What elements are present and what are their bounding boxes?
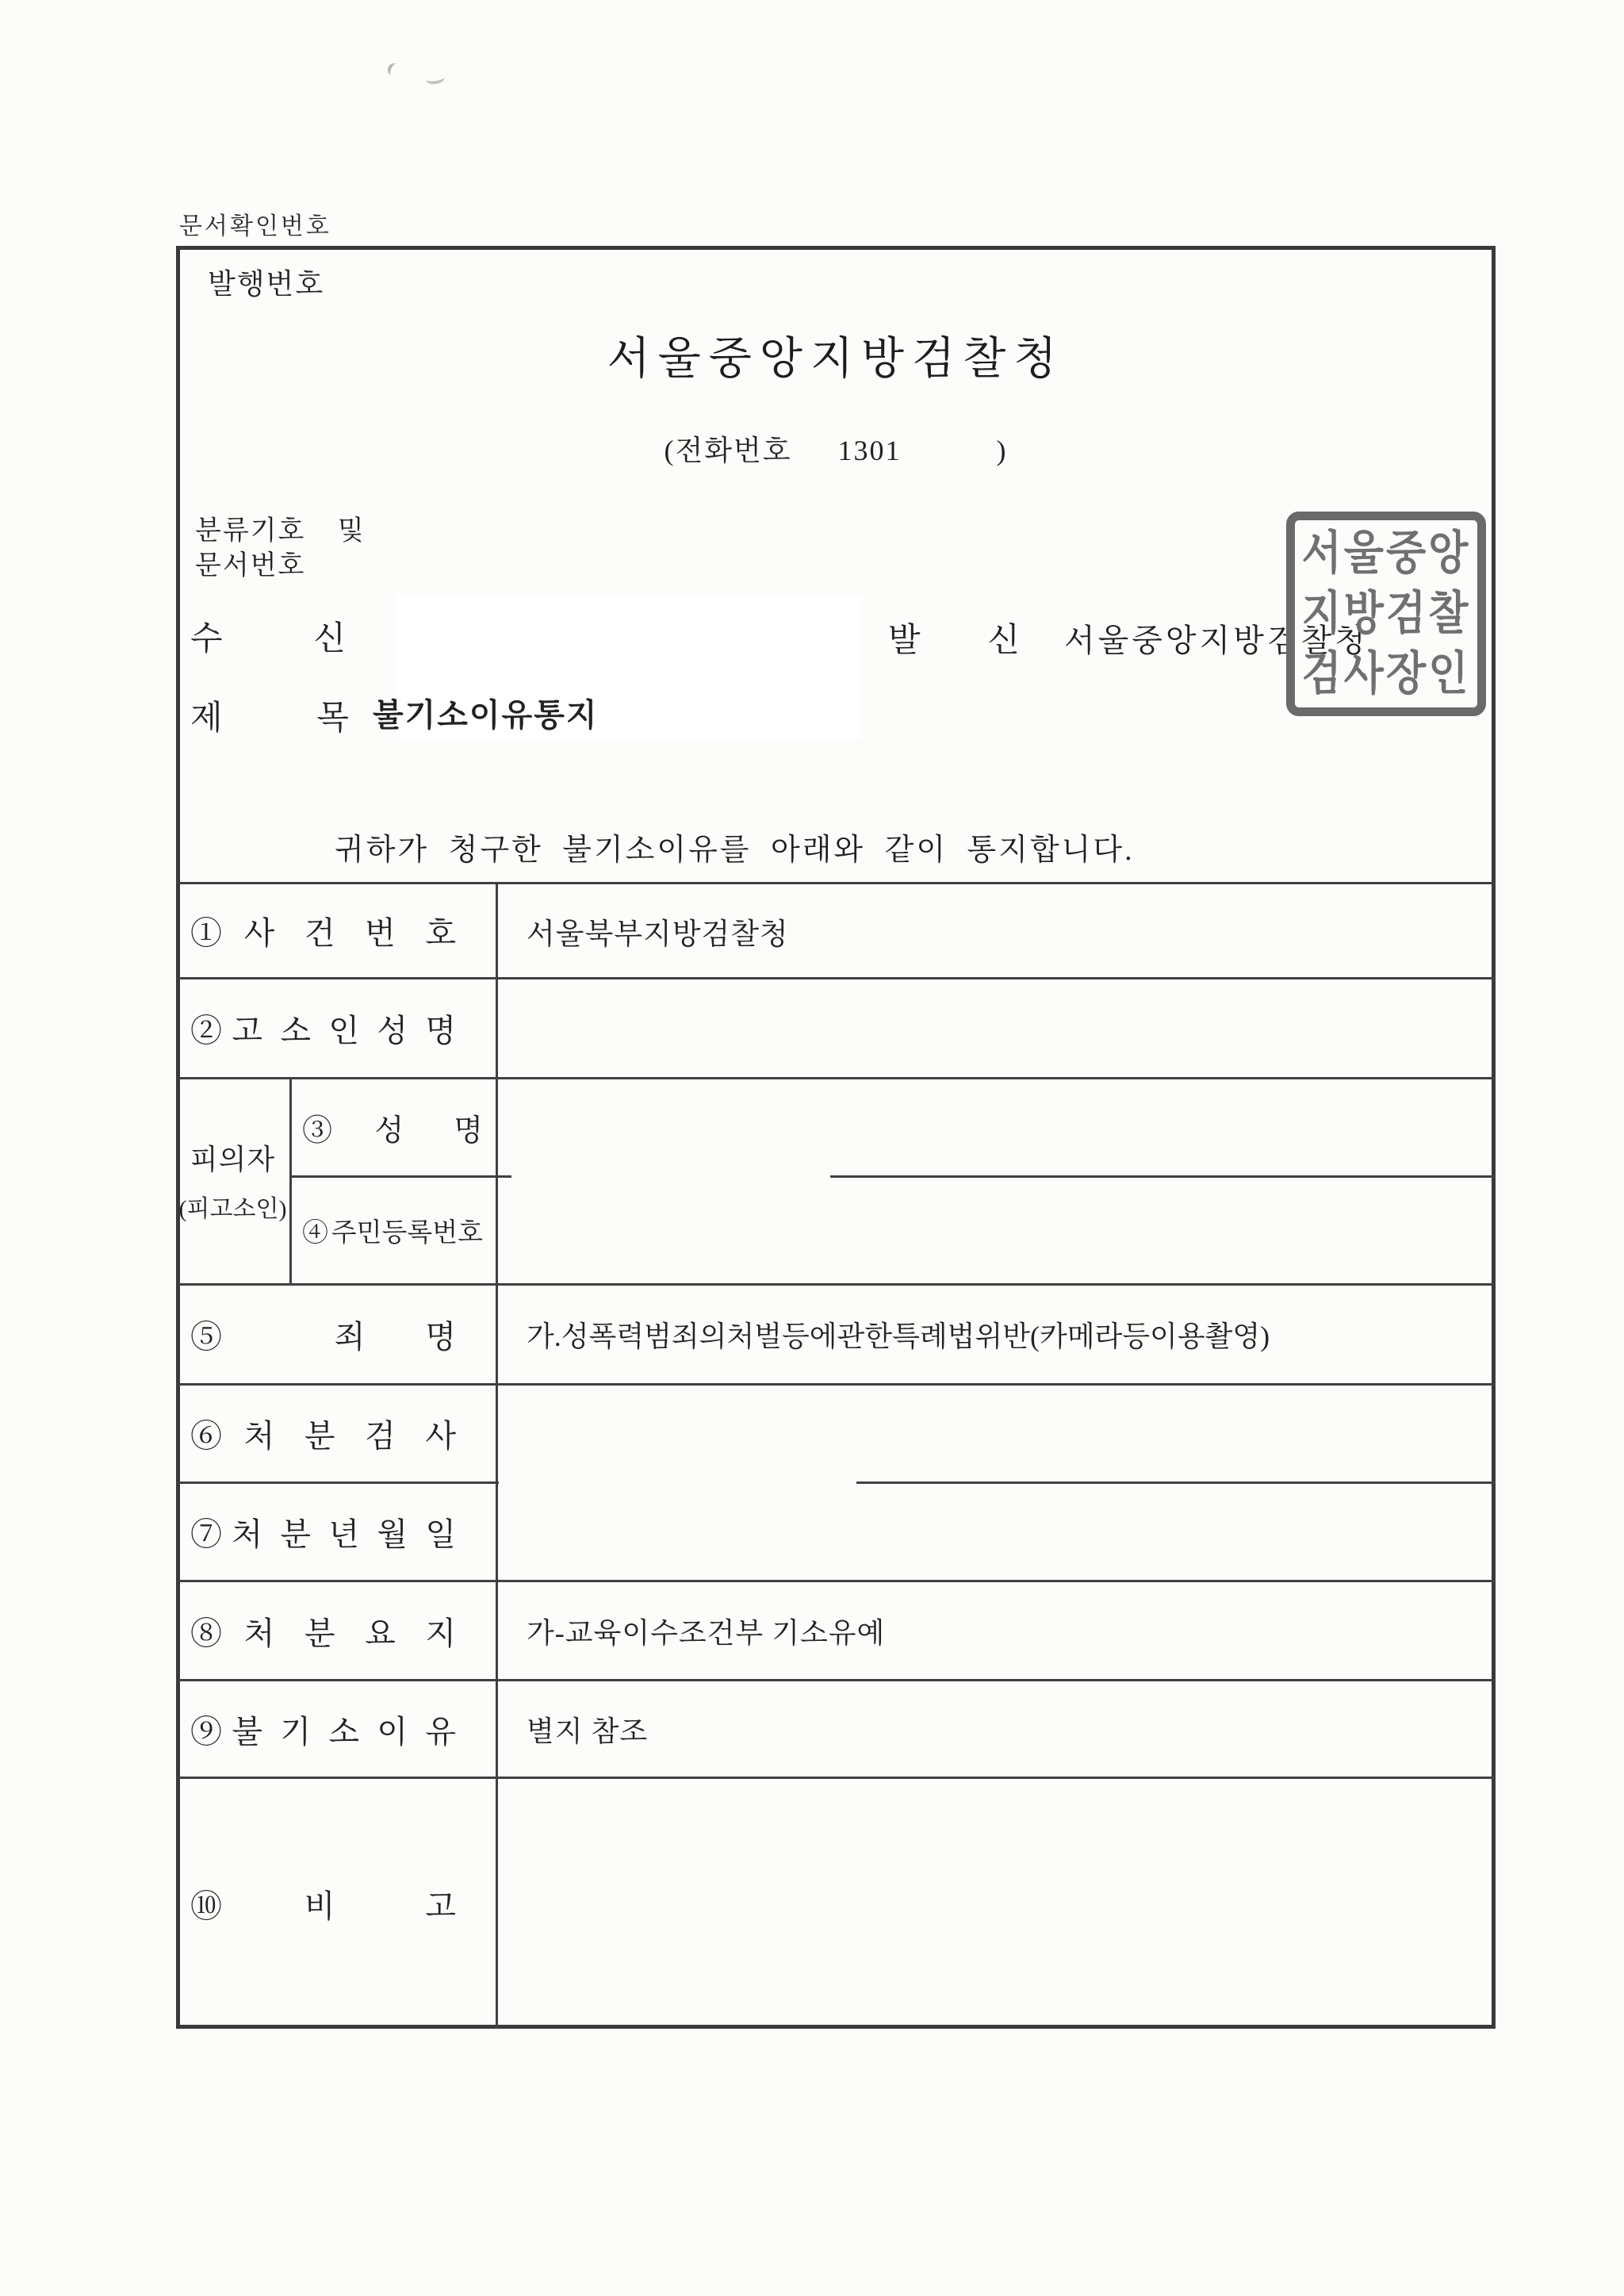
disposition-prosecutor-value: [496, 1386, 1496, 1481]
office-title: 서울중앙지방검찰청: [607, 335, 1065, 384]
complainant-name-value: [496, 979, 1496, 1077]
seal-text-row: 서울중앙: [1301, 527, 1471, 580]
notice-sentence: 귀하가 청구한 불기소이유를 아래와 같이 통지합니다.: [335, 834, 1135, 867]
disposition-summary-label-cell: ⑧처 분 요 지: [190, 1615, 456, 1651]
disposition-date-label-cell: ⑦처 분 년 월 일: [190, 1516, 456, 1552]
nonprosecution-reason-value: 별지 참조: [527, 1715, 649, 1747]
remarks-value: [496, 1779, 1496, 2029]
seal-text-row: 검사장인: [1301, 648, 1471, 700]
case-number-label-cell: ①사 건 번 호: [190, 915, 456, 951]
resident-id-value: [496, 1178, 1496, 1283]
recipient-label: 수 신: [190, 621, 346, 657]
scan-smudge: [385, 61, 402, 78]
subject-value: 불기소이유통지: [373, 697, 599, 733]
suspect-label: 피의자: [190, 1143, 276, 1175]
phone-close-paren: ): [996, 435, 1008, 466]
disposition-prosecutor-label-cell: ⑥처 분 검 사: [190, 1418, 456, 1454]
disposition-date-value: [496, 1484, 1496, 1580]
classification-label: [195, 514, 366, 584]
remarks-label-cell: ⑩비 고: [190, 1888, 456, 1924]
nonprosecution-reason-label-cell: ⑨불 기 소 이 유: [190, 1713, 456, 1750]
seal-text-row: 지방검찰: [1301, 588, 1471, 640]
classification-line2: 문서번호: [195, 551, 306, 581]
classification-line1: 분류기호 및: [195, 516, 366, 546]
sender-label: 발 신: [888, 623, 1020, 659]
charge-name-value: 가.성폭력범죄의처벌등에관한특례법위반(카메라등이용촬영): [527, 1320, 1270, 1352]
phone-number: 1301: [837, 435, 902, 466]
scan-smudge: [425, 71, 446, 85]
subject-label: 제 목: [190, 700, 349, 737]
doc-verification-label: 문서확인번호: [179, 213, 331, 240]
suspect-name-value: [496, 1079, 1496, 1175]
phone-label: (전화번호: [664, 435, 792, 466]
disposition-summary-value: 가-교육이수조건부 기소유예: [527, 1616, 886, 1649]
suspect-name-label-cell: ③성 명: [302, 1114, 483, 1148]
charge-name-label-cell: ⑤ 죄 명: [190, 1319, 456, 1355]
sender-value: 서울중앙지방검찰청: [1064, 623, 1369, 658]
official-seal-stamp: [1286, 512, 1486, 716]
complainant-name-label-cell: ②고 소 인 성 명: [190, 1013, 456, 1048]
case-number-value: 서울북부지방검찰청: [527, 918, 789, 951]
phone-line: [176, 428, 1496, 469]
resident-id-label-cell: ④주민등록번호: [302, 1219, 483, 1248]
issue-number-label: 발행번호: [208, 268, 325, 300]
suspect-group-cell: [176, 1077, 289, 1283]
accused-label: (피고소인): [178, 1195, 287, 1222]
